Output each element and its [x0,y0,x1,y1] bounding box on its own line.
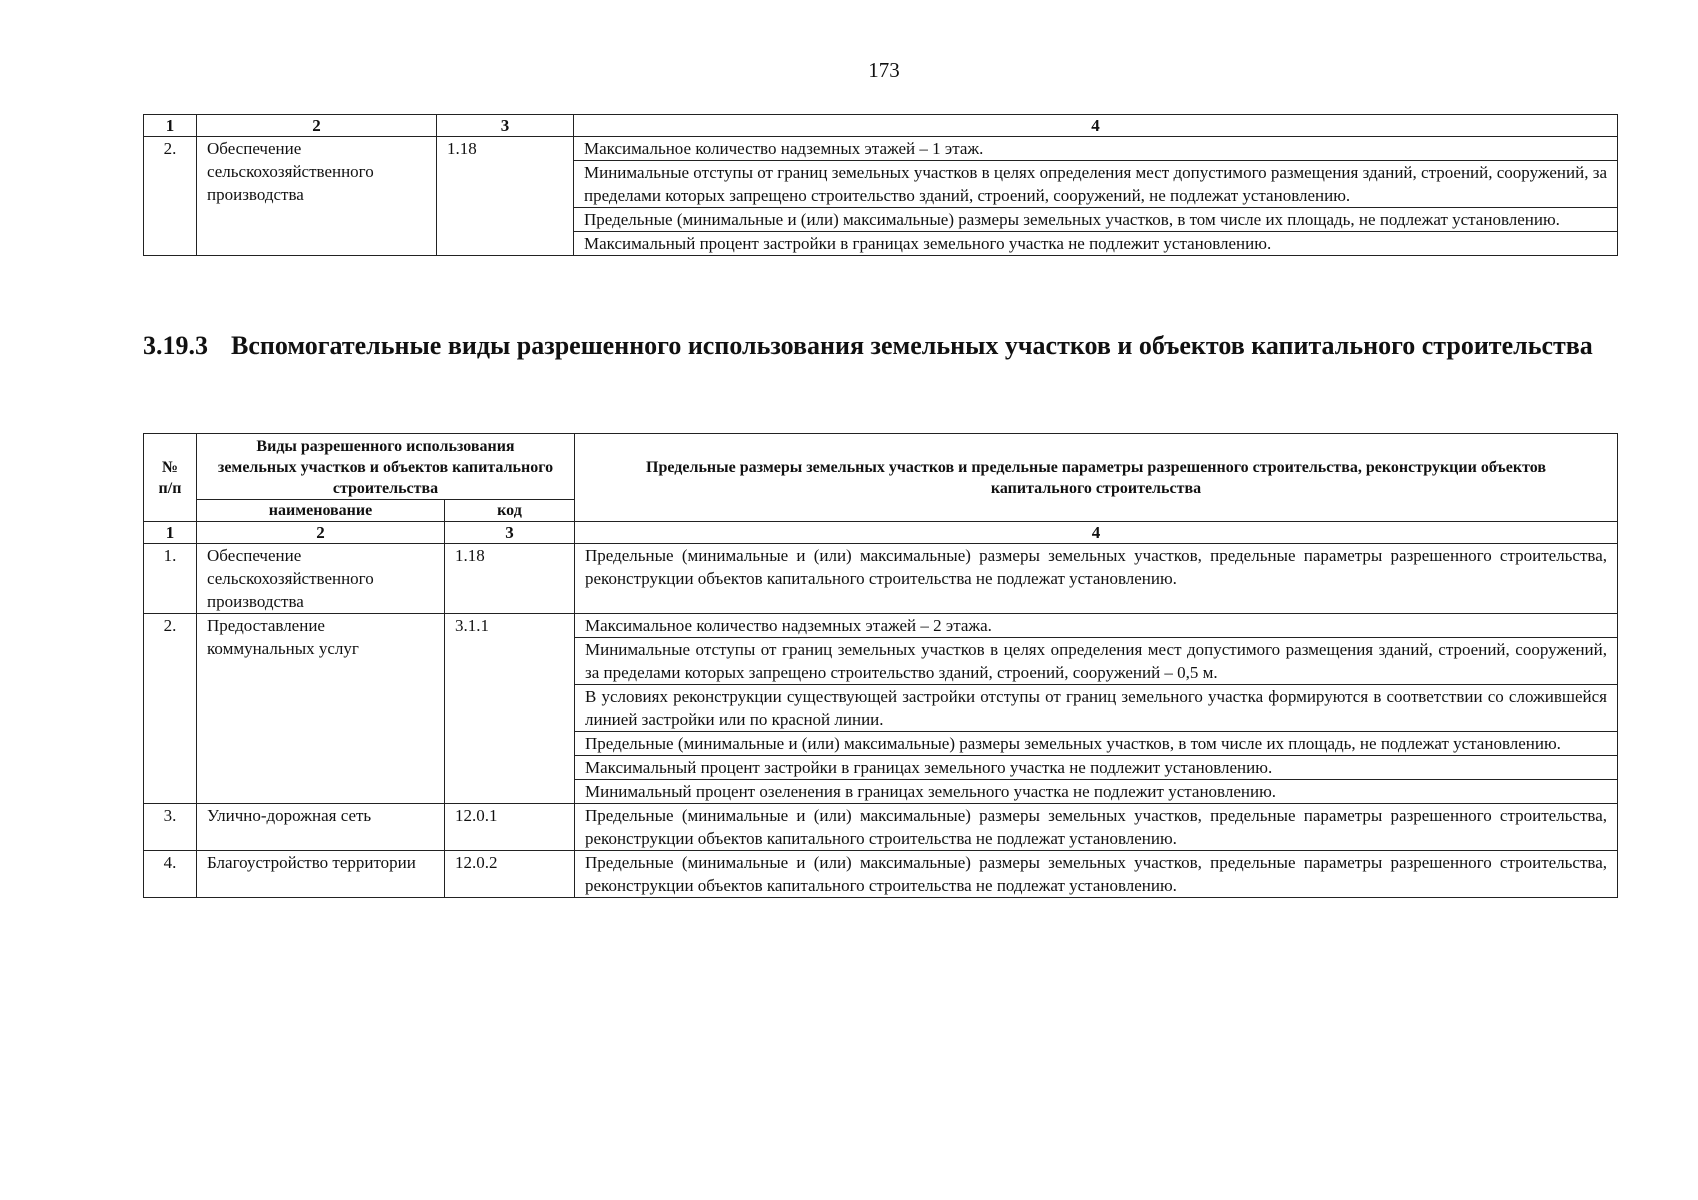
parameter-cell: Максимальное количество надземных этажей – 1 этаж. [574,137,1618,161]
parameter-cell: Минимальные отступы от границ земельных участков в целях определения мест допустимого размещения зданий, строений, сооружений, за пределами которых запрещено строительство зданий, строений, сооружений, не подлежат установлению. [574,161,1618,208]
row-number: 3. [144,804,197,851]
parameter-cell: Минимальные отступы от границ земельных участков в целях определения мест допустимого размещения зданий, строений, сооружений, за пределами которых запрещено строительство зданий, строений, сооружений – 0,5 м. [575,638,1618,685]
section-title: Вспомогательные виды разрешенного использования земельных участков и объектов капитального строительства [231,331,1593,360]
table-row [144,851,1618,898]
auxiliary-uses-table [143,433,1618,898]
continuation-table [143,114,1618,256]
use-kind-name: Обеспечение сельскохозяйственного производства [197,137,437,256]
parameter-cell: Предельные (минимальные и (или) максимальные) размеры земельных участков, предельные параметры разрешенного строительства, реконструкции объектов капитального строительства не подлежат установлению. [575,804,1618,851]
table-row [144,137,1618,161]
parameter-cell: Максимальный процент застройки в границах земельного участка не подлежит установлению. [575,756,1618,780]
column-number: 1 [144,522,197,544]
column-number: 3 [445,522,575,544]
column-number: 4 [574,115,1618,137]
header-row [144,434,1618,500]
parameter-cell: Предельные (минимальные и (или) максимальные) размеры земельных участков, в том числе их площадь, не подлежат установлению. [574,208,1618,232]
header-name: наименование [197,500,445,522]
table-row [144,614,1618,638]
header-kinds: Виды разрешенного использования земельных участков и объектов капитального строительства [197,434,575,500]
use-kind-code: 1.18 [445,544,575,614]
parameter-cell: Предельные (минимальные и (или) максимальные) размеры земельных участков, предельные параметры разрешенного строительства, реконструкции объектов капитального строительства не подлежат установлению. [575,851,1618,898]
parameter-cell: Максимальный процент застройки в границах земельного участка не подлежит установлению. [574,232,1618,256]
use-kind-code: 1.18 [437,137,574,256]
use-kind-name: Обеспечение сельскохозяйственного производства [197,544,445,614]
use-kind-code: 12.0.2 [445,851,575,898]
column-number-row [144,115,1618,137]
section-number: 3.19.3 [143,331,208,360]
use-kind-code: 3.1.1 [445,614,575,804]
parameter-cell: Предельные (минимальные и (или) максимальные) размеры земельных участков, предельные параметры разрешенного строительства, реконструкции объектов капитального строительства не подлежат установлению. [575,544,1618,614]
use-kind-name: Улично-дорожная сеть [197,804,445,851]
column-number-row [144,522,1618,544]
section-heading [143,330,1618,362]
page-number: 173 [868,58,900,82]
header-params: Предельные размеры земельных участков и предельные параметры разрешенного строительства, реконструкции объектов капитального строительства [575,434,1618,522]
row-number: 2. [144,137,197,256]
row-number: 2. [144,614,197,804]
use-kind-name: Предоставление коммунальных услуг [197,614,445,804]
table-row [144,804,1618,851]
parameter-cell: Предельные (минимальные и (или) максимальные) размеры земельных участков, в том числе их площадь, не подлежат установлению. [575,732,1618,756]
use-kind-name: Благоустройство территории [197,851,445,898]
table-row [144,544,1618,614]
parameter-cell: В условиях реконструкции существующей застройки отступы от границ земельного участка формируются в соответствии со сложившейся линией застройки или по красной линии. [575,685,1618,732]
header-num: № п/п [144,434,197,522]
parameter-cell: Максимальное количество надземных этажей – 2 этажа. [575,614,1618,638]
use-kind-code: 12.0.1 [445,804,575,851]
column-number: 2 [197,115,437,137]
row-number: 4. [144,851,197,898]
column-number: 2 [197,522,445,544]
column-number: 4 [575,522,1618,544]
parameter-cell: Минимальный процент озеленения в границах земельного участка не подлежит установлению. [575,780,1618,804]
column-number: 3 [437,115,574,137]
column-number: 1 [144,115,197,137]
header-code: код [445,500,575,522]
row-number: 1. [144,544,197,614]
